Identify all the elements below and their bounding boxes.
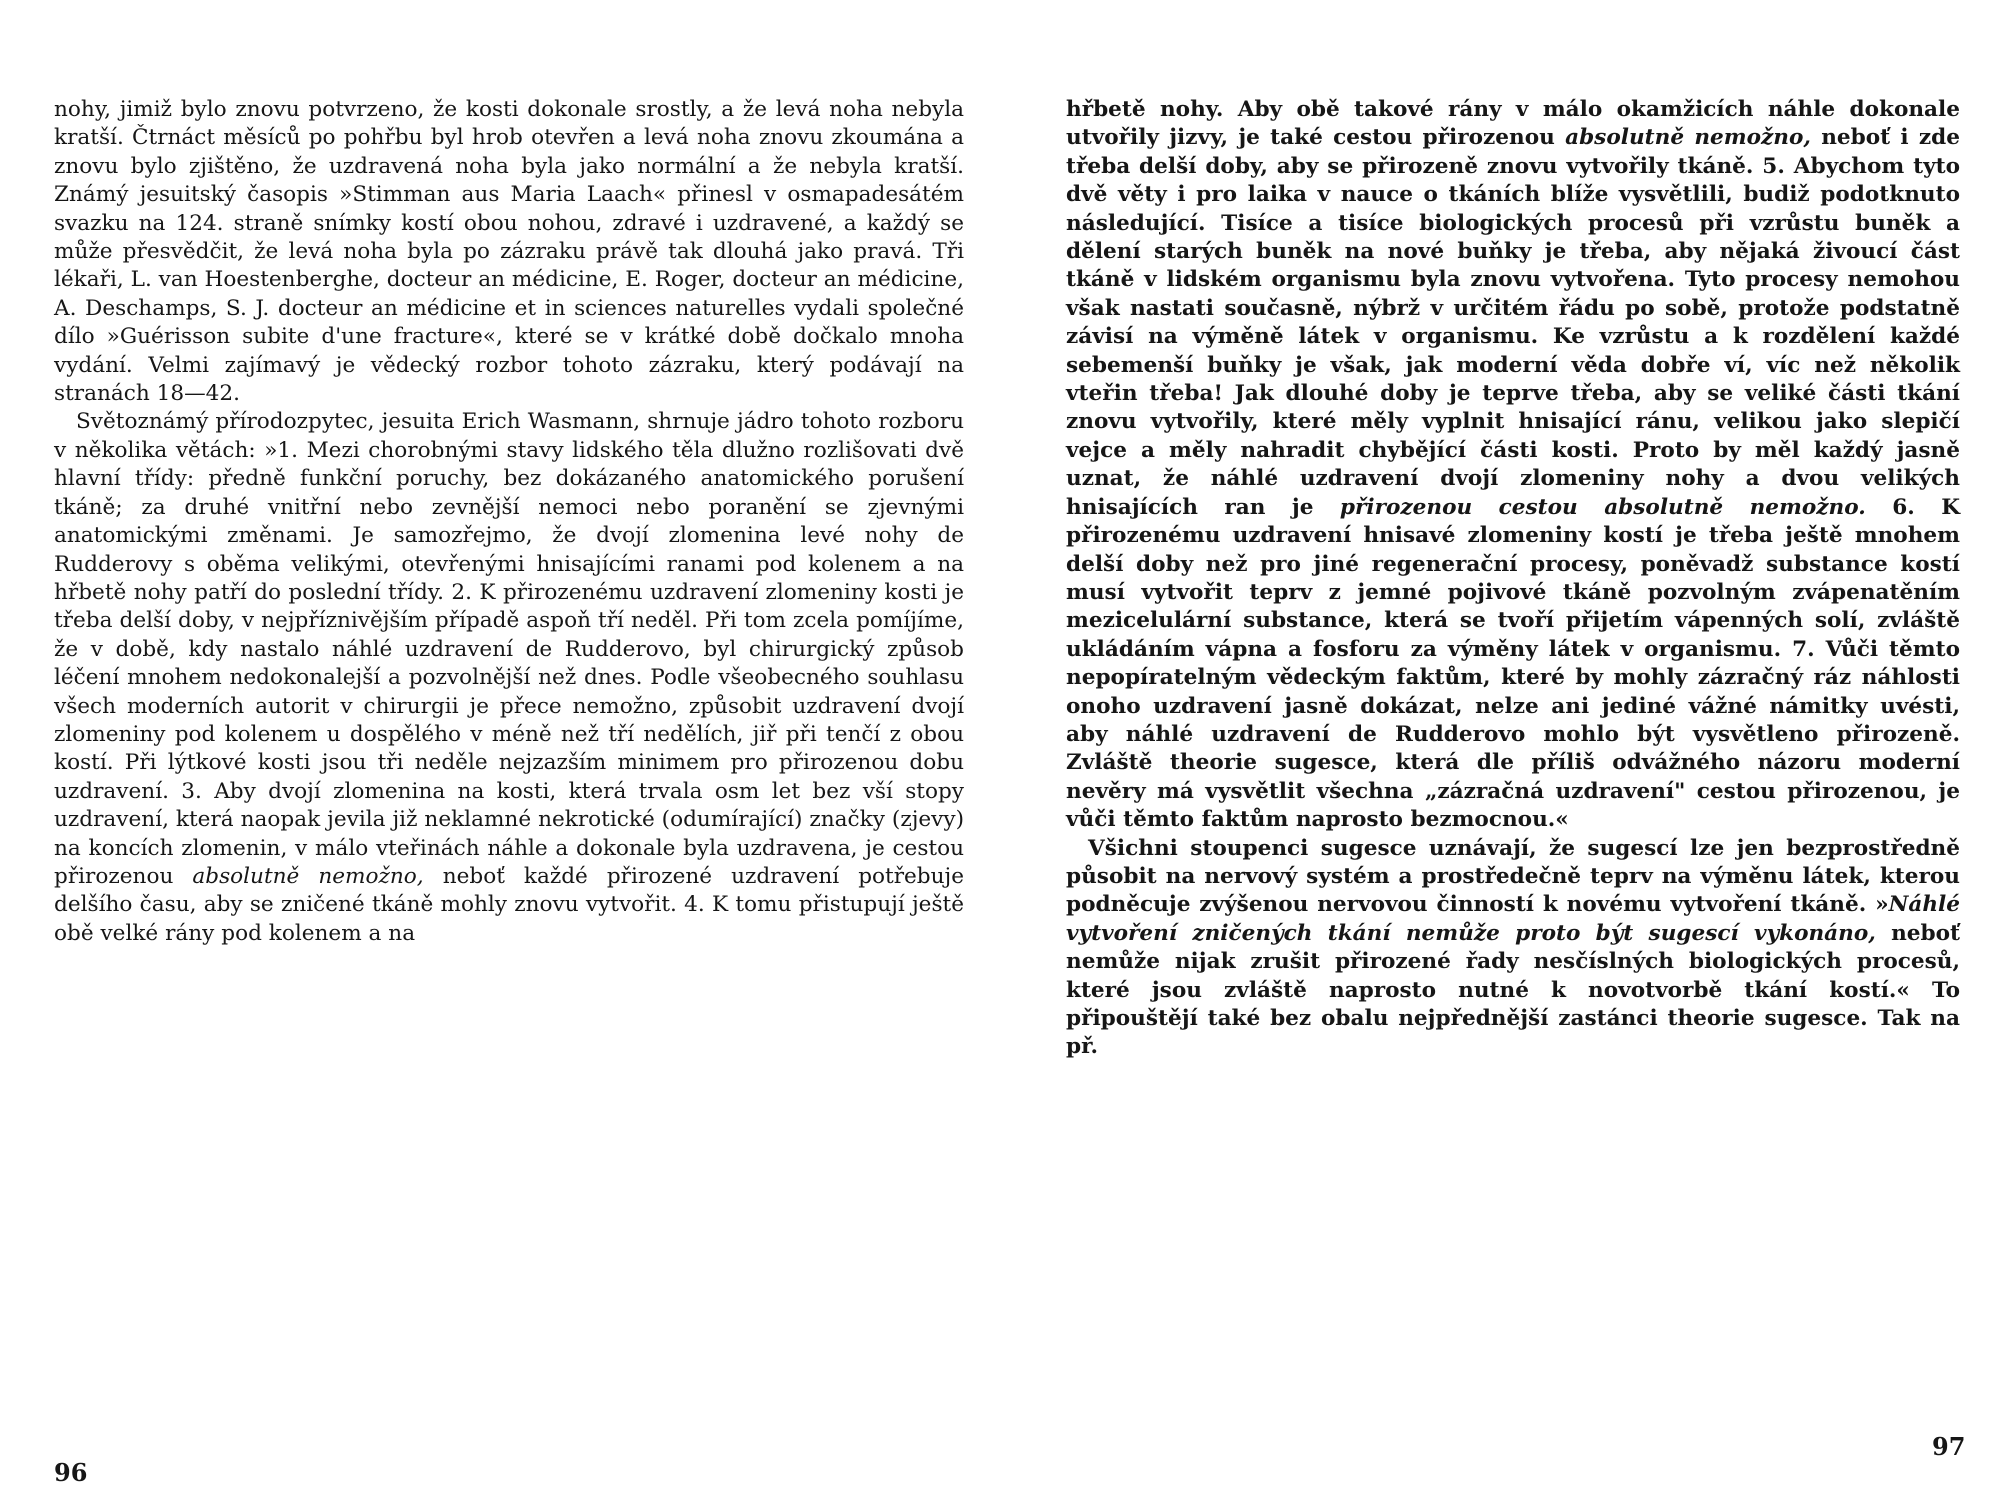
right-page-number: 97: [1932, 1432, 1966, 1461]
paragraph: [1066, 96, 1960, 835]
text-fragment: neboť nemůže nijak zrušit přirozené řady nesčíslných biologických procesů, které jsou zvláště naprosto nutné k novotvorbě tkání kostí.« To připouštějí také bez obalu nejpřednější zastánci theorie sugesce. Tak na př.: [1066, 920, 1960, 1060]
text-fragment: neboť každé přirozené uzdravení potřebuje delšího času, aby se zničené tkáně mohly znovu vytvořit. 4. K tomu přistupují ještě obě velké rány pod kolenem a na: [54, 863, 964, 946]
italic-text-fragment: Náhlé vytvoření zničených tkání nemůže proto být sugescí vykonáno,: [1066, 892, 1960, 946]
text-fragment: Všichni stoupenci sugesce uznávají, že sugescí lze jen bezprostředně působit na nervový systém a prostředečně teprv na výměnu látek, kterou podněcuje zvýšenou nervovou činností k novému vytvoření tkáně. »: [1066, 835, 1960, 918]
italic-text-fragment: přirozenou cestou absolutně nemožno.: [1339, 494, 1866, 520]
text-fragment: nohy, jimiž bylo znovu potvrzeno, že kosti dokonale srostly, a že levá noha nebyla kratší. Čtrnáct měsíců po pohřbu byl hrob otevřen a levá noha znovu zkoumána a znovu bylo zjištěno, že uzdravená noha byla jako normální a že nebyla kratší. Známý jesuitský časopis »Stimman aus Maria Laach« přinesl v osmapadesátém svazku na 124. straně snímky kostí obou nohou, zdravé i uzdravené, a každý se může přesvědčit, že levá noha byla po zázraku právě tak dlouhá jako pravá. Tři lékaři, L. van Hoestenberghe, docteur an médicine, E. Roger, docteur an médicine, A. Deschamps, S. J. docteur an médicine et in sciences naturelles vydali společné dílo »Guérisson subite d'une fracture«, které se v krátké době dočkalo mnoha vydání. Velmi zajímavý je vědecký rozbor tohoto zázraku, který podávají na stranách 18—42.: [54, 97, 964, 407]
paragraph: [54, 96, 964, 408]
right-page: [1002, 0, 2004, 1500]
text-fragment: neboť i zde třeba delší doby, aby se přirozeně znovu vytvořily tkáně. 5. Abychom tyto dvě věty i pro laika v nauce o tkáních blíže vysvětlili, budiž podotknuto následující. Tisíce a tisíce biologických procesů při vzrůstu buněk a dělení starých buněk na nové buňky je třeba, aby nějaká živoucí část tkáně v lidském organismu byla znovu vytvořena. Tyto procesy nemohou však nastati současně, nýbrž v určitém řádu po sobě, protože podstatně závisí na výměně látek v organismu. Ke vzrůstu a k rozdělení každé sebemenší buňky je však, jak moderní věda dobře ví, víc než několik vteřin třeba! Jak dlouhé doby je teprve třeba, aby se veliké části tkání znovu vytvořily, které měly vyplnit hnisající ránu, velikou jako slepičí vejce a měly nahradit chybějící části kosti. Proto by měl každý jasně uznat, že náhlé uzdravení dvojí zlomeniny nohy a dvou velikých hnisajících ran je: [1066, 125, 1960, 520]
left-page-number: 96: [54, 1458, 88, 1487]
text-fragment: 6. K přirozenému uzdravení hnisavé zlomeniny kostí je třeba ještě mnohem delší doby než pro jiné regenerační procesy, poněvadž substance kostí musí vytvořit teprv z jemné pojivové tkáně pozvolným zvápenatěním mezicelulární substance, která se tvoří přijetím vápenných solí, zvláště ukládáním vápna a fosforu za výměny látek v organismu. 7. Vůči těmto nepopíratelným vědeckým faktům, které by mohly zázračný ráz náhlosti onoho uzdravení jasně dokázat, nelze ani jediné vážné námitky uvésti, aby náhlé uzdravení de Rudderovo mohlo být vysvětleno přirozeně. Zvláště theorie sugesce, která dle příliš odvážného názoru moderní nevěry má vysvětlit všechna „zázračná uzdravení" cestou přirozenou, je vůči těmto faktům naprosto bezmocnou.«: [1066, 494, 1960, 833]
text-fragment: hřbetě nohy. Aby obě takové rány v málo okamžicích náhle dokonale utvořily jizvy, je také cestou přirozenou: [1066, 97, 1960, 151]
left-page-text: [54, 96, 964, 948]
paragraph: [54, 408, 964, 948]
italic-text-fragment: absolutně nemožno,: [192, 863, 424, 889]
text-fragment: Světoznámý přírodozpytec, jesuita Erich Wasmann, shrnuje jádro tohoto rozboru v několika větách: »1. Mezi chorobnými stavy lidského těla dlužno rozlišovati dvě hlavní třídy: předně funkční poruchy, bez dokázaného anatomického porušení tkáně; za druhé vnitřní nebo zevnější nemoci nebo poranění se zjevnými anatomickými změnami. Je samozřejmo, že dvojí zlomenina levé nohy de Rudderovy s oběma velikými, otevřenými hnisajícími ranami pod kolenem a na hřbetě nohy patří do poslední třídy. 2. K přirozenému uzdravení zlomeniny kosti je třeba delší doby, v nejpříznivějším případě aspoň tří neděl. Při tom zcela pomíjíme, že v době, kdy nastalo náhlé uzdravení de Rudderovo, byl chirurgický způsob léčení mnohem nedokonalejší a pozvolnější než dnes. Podle všeobecného souhlasu všech moderních autorit v chirurgii je přece nemožno, způsobit uzdravení dvojí zlomeniny pod kolenem u dospělého v méně než tří nedělích, jiř při tenčí z obou kostí. Při lýtkové kosti jsou tři neděle nejzazším minimem pro přirozenou dobu uzdravení. 3. Aby dvojí zlomenina na kosti, která trvala osm let bez vší stopy uzdravení, která naopak jevila již neklamné nekrotické (odumírající) značky (zjevy) na koncích zlomenin, v málo vteřinách náhle a dokonale byla uzdravena, je cestou přirozenou: [54, 409, 964, 889]
right-page-text: [1066, 96, 1960, 1062]
paragraph: [1066, 835, 1960, 1062]
italic-text-fragment: absolutně nemožno,: [1565, 125, 1811, 151]
